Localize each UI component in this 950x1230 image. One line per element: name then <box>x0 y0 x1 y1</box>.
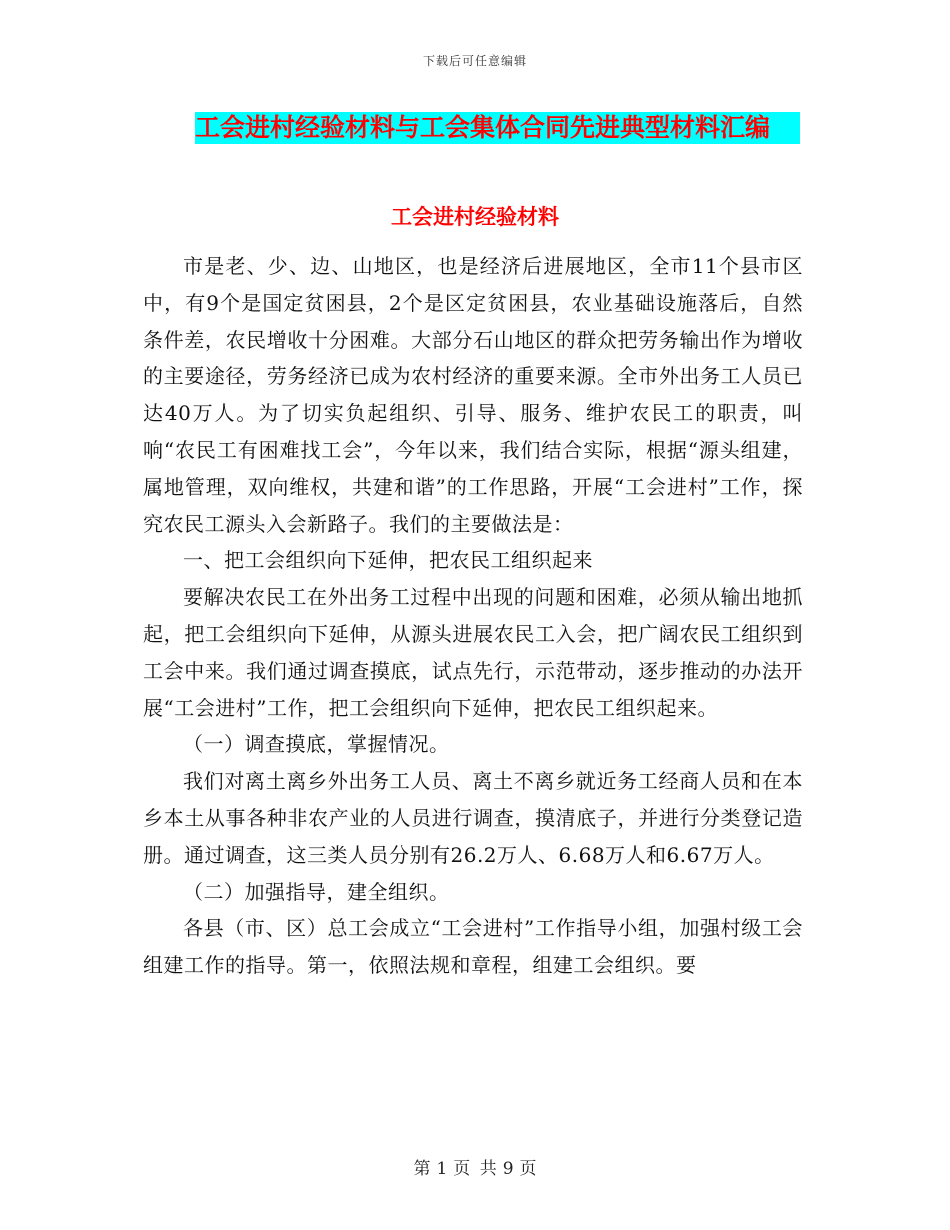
page-footer <box>0 1154 950 1179</box>
footer-middle: 页 共 <box>453 1159 497 1179</box>
footer-prefix: 第 <box>413 1159 431 1179</box>
footer-suffix: 页 <box>519 1159 537 1179</box>
paragraph-intro: 市是老、少、边、山地区，也是经济后进展地区，全市11个县市区中，有9个是国定贫困县，2个是区定贫困县，农业基础设施落后，自然条件差，农民增收十分困难。大部分石山地区的群众把劳务输出作为增收的主要途径，劳务经济已成为农村经济的重要来源。全市外出务工人员已达40万人。为了切实负起组织、引导、服务、维护农民工的职责，叫响“农民工有困难找工会”，今年以来，我们结合实际，根据“源头组建，属地管理，双向维权，共建和谐”的工作思路，开展“工会进村”工作，探究农民工源头入会新路子。我们的主要做法是： <box>143 254 803 536</box>
header-note: 下载后可任意编辑 <box>422 54 527 68</box>
page-number: 1 <box>436 1159 448 1179</box>
subheading-survey: （一）调查摸底，掌握情况。 <box>183 732 450 757</box>
paragraph-guidance: 各县（市、区）总工会成立“工会进村”工作指导小组，加强村级工会组建工作的指导。第一，依照法规和章程，组建工会组织。要 <box>143 916 803 978</box>
subheading-guidance: （二）加强指导，建全组织。 <box>183 879 450 904</box>
paragraph-survey: 我们对离土离乡外出务工人员、离土不离乡就近务工经商人员和在本乡本土从事各种非农产业的人员进行调查，摸清底子，并进行分类登记造册。通过调查，这三类人员分别有26.2万人、6.68万人和6.67万人。 <box>143 769 803 867</box>
document-main-title: 工会进村经验材料与工会集体合同先进典型材料汇编 <box>195 112 800 144</box>
body-text <box>143 248 803 984</box>
heading-part-one: 一、把工会组织向下延伸，把农民工组织起来 <box>183 548 593 573</box>
paragraph-part-one: 要解决农民工在外出务工过程中出现的问题和困难，必须从输出地抓起，把工会组织向下延伸，从源头进展农民工入会，把广阔农民工组织到工会中来。我们通过调查摸底，试点先行，示范带动，逐步推动的办法开展“工会进村”工作，把工会组织向下延伸，把农民工组织起来。 <box>143 585 803 720</box>
total-pages: 9 <box>502 1159 514 1179</box>
section-title: 工会进村经验材料 <box>391 204 559 229</box>
